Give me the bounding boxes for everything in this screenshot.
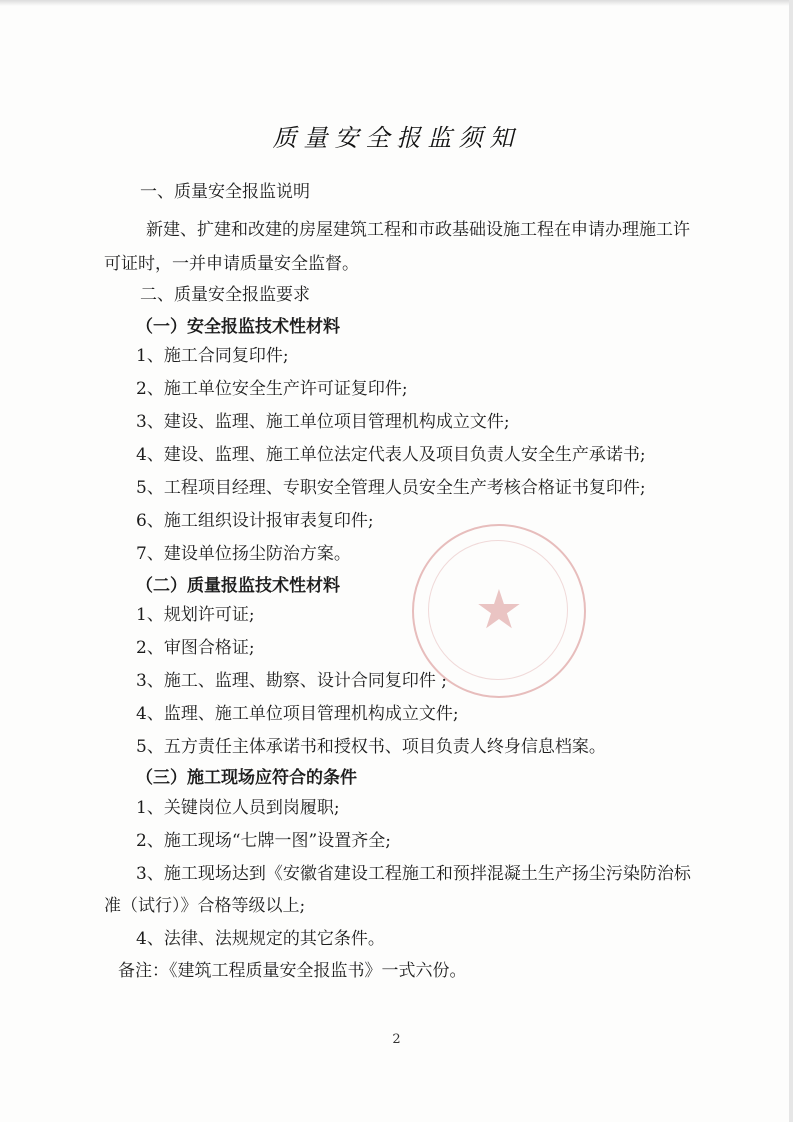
list-item: 6、施工组织设计报审表复印件; [136, 511, 374, 531]
section2-heading: 二、质量安全报监要求 [140, 285, 310, 305]
part3-heading: （三）施工现场应符合的条件 [136, 768, 357, 788]
list-item: 3、施工现场达到《安徽省建设工程施工和预拌混凝土生产扬尘污染防治标 [136, 864, 691, 884]
star-icon: ★ [474, 578, 524, 641]
section1-paragraph-line: 可证时，一并申请质量安全监督。 [104, 254, 359, 274]
list-item: 4、监理、施工单位项目管理机构成立文件; [136, 704, 459, 724]
list-item: 5、五方责任主体承诺书和授权书、项目负责人终身信息档案。 [136, 737, 606, 757]
list-item: 3、建设、监理、施工单位项目管理机构成立文件; [136, 412, 510, 432]
list-item: 4、建设、监理、施工单位法定代表人及项目负责人安全生产承诺书; [136, 445, 646, 465]
list-item: 3、施工、监理、勘察、设计合同复印件 ; [136, 671, 447, 691]
list-item: 7、建设单位扬尘防治方案。 [136, 544, 351, 564]
section1-paragraph-line: 新建、扩建和改建的房屋建筑工程和市政基础设施工程在申请办理施工许 [146, 220, 690, 240]
list-item: 2、审图合格证; [136, 638, 255, 658]
list-item: 2、施工单位安全生产许可证复印件; [136, 379, 408, 399]
list-item: 1、关键岗位人员到岗履职; [136, 798, 340, 818]
document-title: 质量安全报监须知 [272, 124, 521, 152]
scan-edge-top [0, 0, 793, 6]
section1-heading: 一、质量安全报监说明 [140, 182, 310, 202]
page-number: 2 [392, 1032, 401, 1047]
list-item-continuation: 准（试行）》合格等级以上; [104, 896, 306, 916]
list-item: 1、施工合同复印件; [136, 346, 289, 366]
list-item: 4、法律、法规规定的其它条件。 [136, 929, 385, 949]
note-text: 备注：《建筑工程质量安全报监书》一式六份。 [118, 961, 467, 981]
part1-heading: （一）安全报监技术性材料 [136, 317, 340, 337]
list-item: 5、工程项目经理、专职安全管理人员安全生产考核合格证书复印件; [136, 478, 646, 498]
part2-heading: （二）质量报监技术性材料 [136, 576, 340, 596]
scan-edge-right [789, 0, 793, 1122]
list-item: 1、规划许可证; [136, 605, 255, 625]
list-item: 2、施工现场“七牌一图”设置齐全; [136, 831, 391, 851]
